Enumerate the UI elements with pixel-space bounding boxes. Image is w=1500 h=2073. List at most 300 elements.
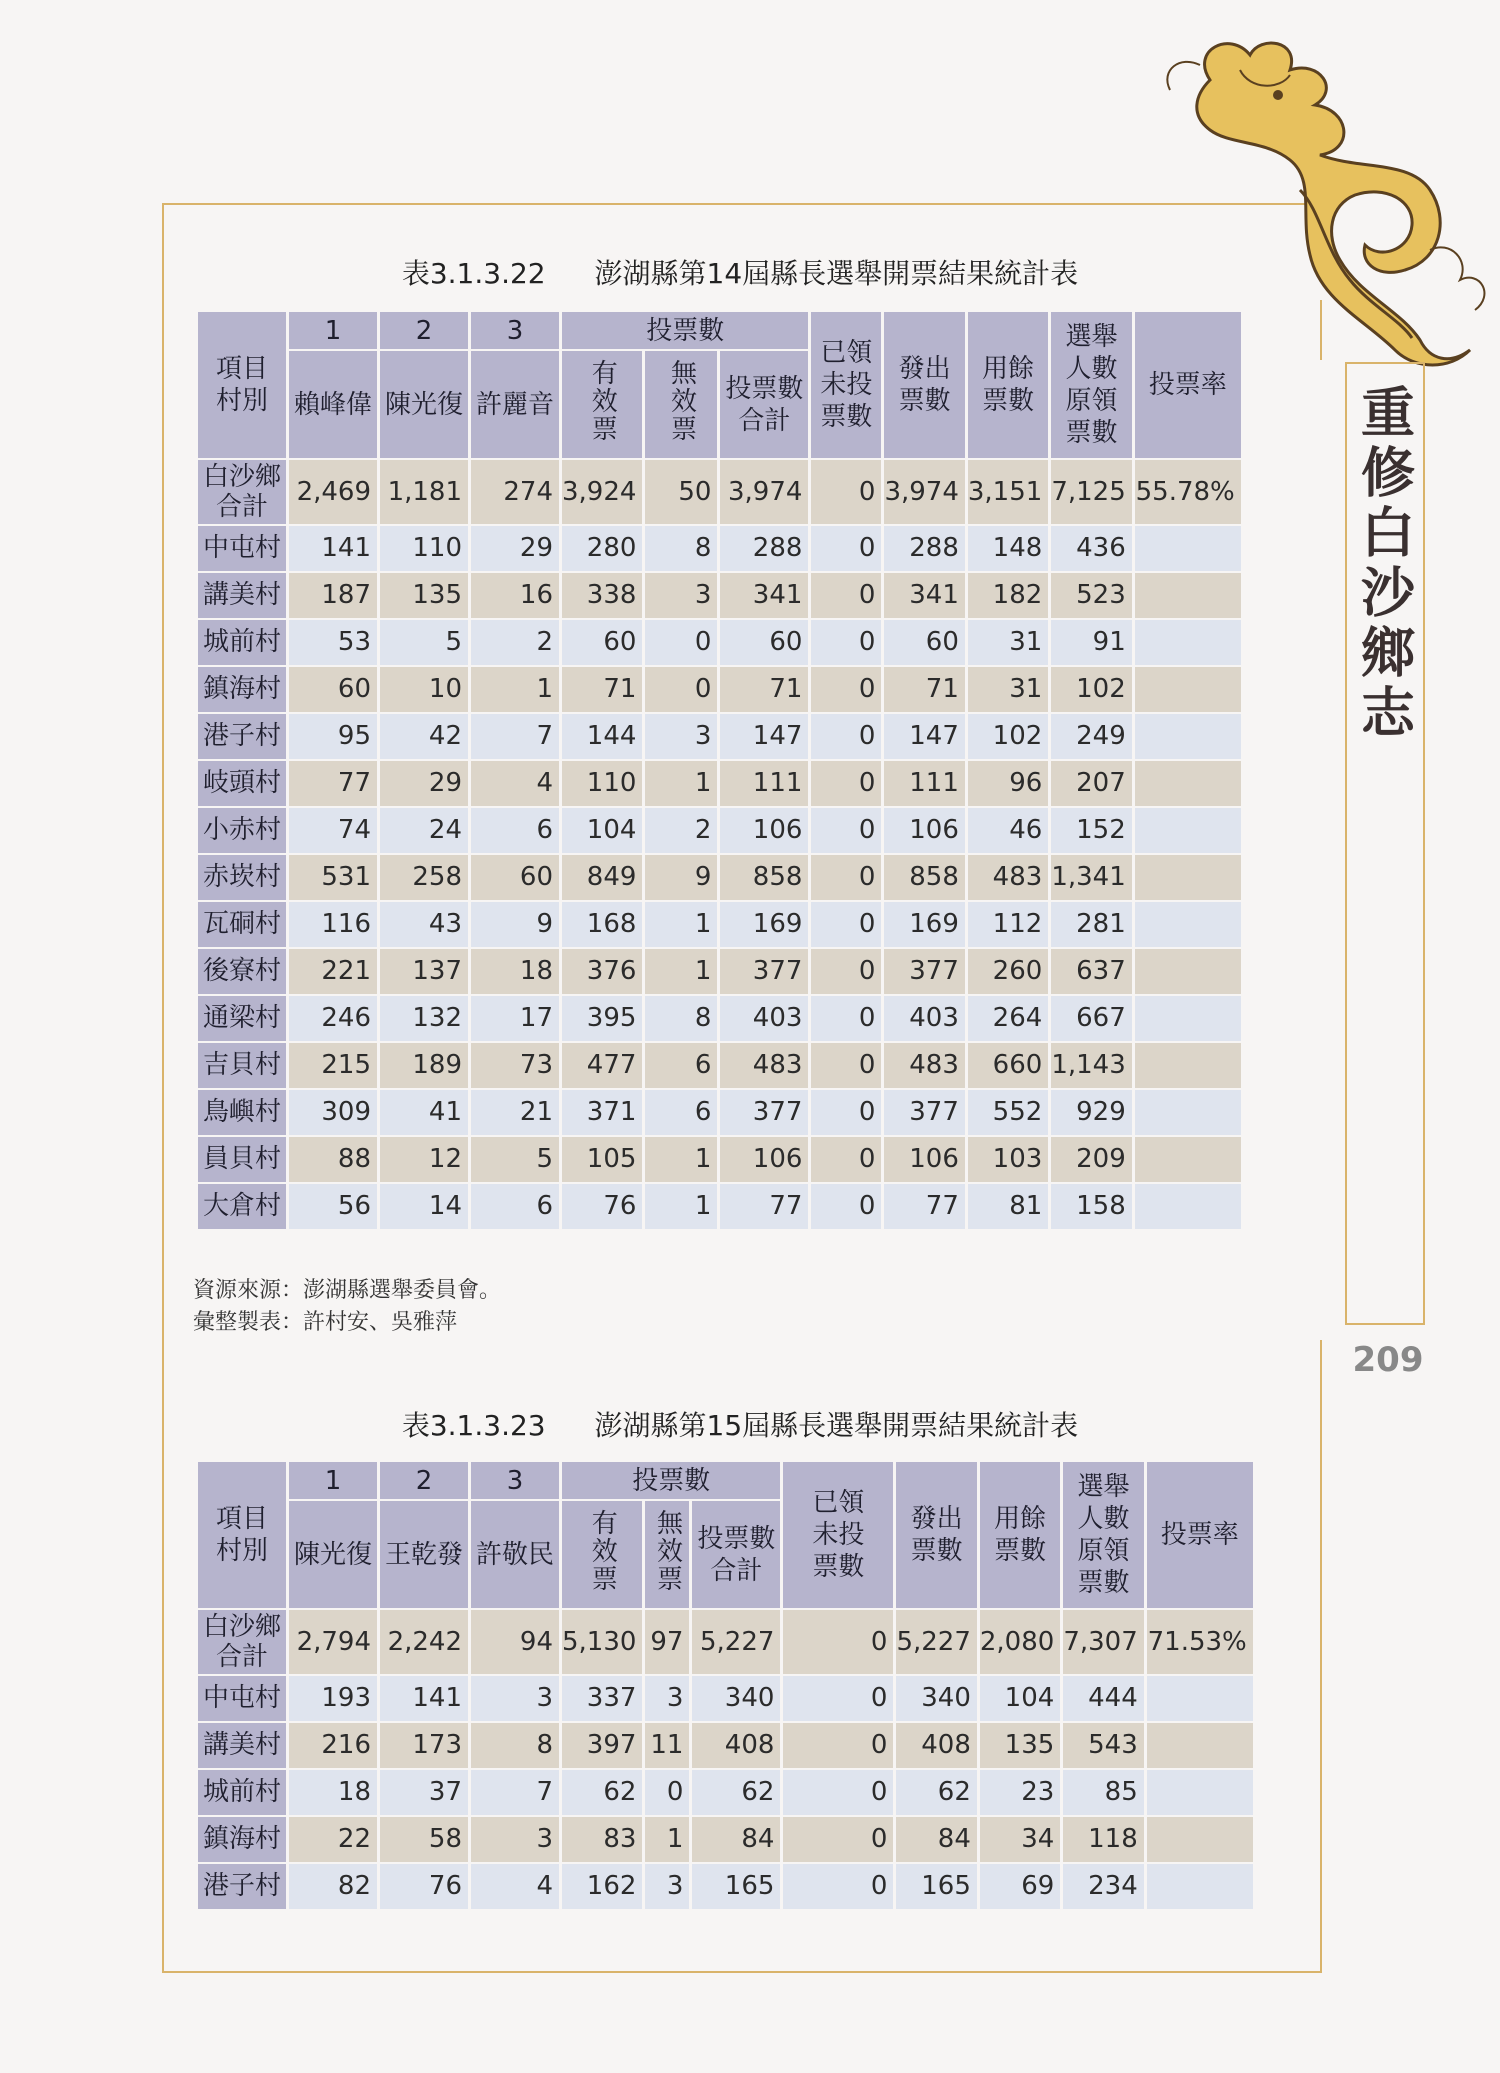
cell-invalid: 50 <box>645 460 717 524</box>
village-name: 瓦硐村 <box>198 902 286 947</box>
cell-c1: 88 <box>289 1137 377 1182</box>
table-row <box>198 949 1241 994</box>
cell-c3: 3 <box>471 1676 559 1721</box>
cell-c2: 29 <box>380 761 468 806</box>
cell-remaining: 81 <box>968 1184 1048 1229</box>
cell-turnout: 55.78% <box>1135 460 1241 524</box>
table1-source-note <box>193 1275 501 1339</box>
cell-valid: 477 <box>562 1043 642 1088</box>
cell-c3: 17 <box>471 996 559 1041</box>
cell-remaining: 31 <box>968 667 1048 712</box>
table-row <box>198 855 1241 900</box>
cell-electorate: 7,125 <box>1051 460 1131 524</box>
candidate-3-number: 3 <box>471 1462 559 1499</box>
cell-unvoted: 0 <box>811 949 881 994</box>
table-row-total <box>198 1610 1253 1674</box>
cell-c2: 43 <box>380 902 468 947</box>
cell-valid: 338 <box>562 573 642 618</box>
cell-unvoted: 0 <box>811 808 881 853</box>
cell-unvoted: 0 <box>811 1043 881 1088</box>
cell-electorate: 85 <box>1063 1770 1143 1815</box>
frame-right-segment <box>1320 1340 1322 1973</box>
cell-c3: 6 <box>471 808 559 853</box>
cell-valid: 76 <box>562 1184 642 1229</box>
table1-title <box>200 252 1280 292</box>
header-vote-group: 投票數 <box>562 1462 780 1499</box>
table-row <box>198 620 1241 665</box>
village-name: 吉貝村 <box>198 1043 286 1088</box>
cell-c1: 187 <box>289 573 377 618</box>
cell-c2: 10 <box>380 667 468 712</box>
cell-total: 84 <box>692 1817 780 1862</box>
cell-turnout <box>1135 573 1241 618</box>
cell-issued: 341 <box>884 573 964 618</box>
cell-invalid: 3 <box>645 714 717 759</box>
candidate-3-name: 許敬民 <box>471 1501 559 1608</box>
cell-issued: 165 <box>896 1864 976 1909</box>
book-title-box <box>1345 362 1425 1325</box>
village-name: 講美村 <box>198 1723 286 1768</box>
cell-electorate: 929 <box>1051 1090 1131 1135</box>
cell-total: 483 <box>720 1043 808 1088</box>
cell-valid: 3,924 <box>562 460 642 524</box>
cell-invalid: 1 <box>645 949 717 994</box>
source-line: 資源來源：澎湖縣選舉委員會。 <box>193 1278 502 1303</box>
cell-electorate: 207 <box>1051 761 1131 806</box>
cell-c3: 6 <box>471 1184 559 1229</box>
cell-c1: 193 <box>289 1676 377 1721</box>
cell-valid: 397 <box>562 1723 642 1768</box>
table-row-total <box>198 460 1241 524</box>
cell-c1: 56 <box>289 1184 377 1229</box>
cell-turnout <box>1135 949 1241 994</box>
header-vote-group: 投票數 <box>562 312 808 349</box>
cell-valid: 849 <box>562 855 642 900</box>
cell-c3: 7 <box>471 714 559 759</box>
cell-c2: 76 <box>380 1864 468 1909</box>
cell-total: 147 <box>720 714 808 759</box>
village-name: 大倉村 <box>198 1184 286 1229</box>
cell-electorate: 667 <box>1051 996 1131 1041</box>
cell-c1: 531 <box>289 855 377 900</box>
candidate-1-name: 陳光復 <box>289 1501 377 1608</box>
table-row <box>198 573 1241 618</box>
cell-c1: 2,794 <box>289 1610 377 1674</box>
cell-c1: 216 <box>289 1723 377 1768</box>
header-label: 項目 村別 <box>198 1462 286 1608</box>
cell-remaining: 46 <box>968 808 1048 853</box>
cell-c2: 41 <box>380 1090 468 1135</box>
candidate-3-number: 3 <box>471 312 559 349</box>
cell-c3: 5 <box>471 1137 559 1182</box>
cell-c1: 309 <box>289 1090 377 1135</box>
cell-electorate: 152 <box>1051 808 1131 853</box>
candidate-2-name: 陳光復 <box>380 351 468 458</box>
cell-unvoted: 0 <box>811 460 881 524</box>
cell-issued: 377 <box>884 949 964 994</box>
table-row <box>198 996 1241 1041</box>
header-issued: 發出 票數 <box>896 1462 976 1608</box>
cell-invalid: 3 <box>645 573 717 618</box>
village-name: 鎮海村 <box>198 1817 286 1862</box>
table-row <box>198 714 1241 759</box>
cell-electorate: 543 <box>1063 1723 1143 1768</box>
candidate-2-number: 2 <box>380 1462 468 1499</box>
cell-unvoted: 0 <box>811 714 881 759</box>
cell-c3: 3 <box>471 1817 559 1862</box>
cell-issued: 3,974 <box>884 460 964 524</box>
cell-c1: 82 <box>289 1864 377 1909</box>
cell-electorate: 102 <box>1051 667 1131 712</box>
cell-c3: 16 <box>471 573 559 618</box>
cell-unvoted: 0 <box>783 1610 893 1674</box>
cell-c2: 132 <box>380 996 468 1041</box>
cell-valid: 83 <box>562 1817 642 1862</box>
cell-issued: 408 <box>896 1723 976 1768</box>
cell-c3: 18 <box>471 949 559 994</box>
village-name: 港子村 <box>198 714 286 759</box>
cell-total: 77 <box>720 1184 808 1229</box>
header-remaining: 用餘 票數 <box>980 1462 1060 1608</box>
header-turnout: 投票率 <box>1135 312 1241 458</box>
cell-c3: 274 <box>471 460 559 524</box>
cell-issued: 84 <box>896 1817 976 1862</box>
table-row <box>198 1090 1241 1135</box>
header-remaining: 用餘 票數 <box>968 312 1048 458</box>
cell-issued: 111 <box>884 761 964 806</box>
cell-c2: 1,181 <box>380 460 468 524</box>
cell-valid: 71 <box>562 667 642 712</box>
cell-turnout: 71.53% <box>1147 1610 1253 1674</box>
cell-unvoted: 0 <box>811 902 881 947</box>
table-row <box>198 526 1241 571</box>
village-name: 鳥嶼村 <box>198 1090 286 1135</box>
cell-unvoted: 0 <box>783 1676 893 1721</box>
cell-c3: 94 <box>471 1610 559 1674</box>
cell-c3: 2 <box>471 620 559 665</box>
cell-c2: 135 <box>380 573 468 618</box>
candidate-1-name: 賴峰偉 <box>289 351 377 458</box>
cell-c2: 5 <box>380 620 468 665</box>
cell-c2: 24 <box>380 808 468 853</box>
cell-valid: 395 <box>562 996 642 1041</box>
table-row <box>198 761 1241 806</box>
cell-c1: 141 <box>289 526 377 571</box>
cell-electorate: 249 <box>1051 714 1131 759</box>
cell-invalid: 8 <box>645 996 717 1041</box>
cell-c1: 53 <box>289 620 377 665</box>
cell-valid: 62 <box>562 1770 642 1815</box>
cell-c2: 141 <box>380 1676 468 1721</box>
cell-issued: 60 <box>884 620 964 665</box>
cell-valid: 104 <box>562 808 642 853</box>
cell-invalid: 0 <box>645 620 717 665</box>
cell-valid: 168 <box>562 902 642 947</box>
table-row <box>198 1676 1253 1721</box>
table1-number: 表3.1.3.22 <box>401 257 546 290</box>
cell-invalid: 6 <box>645 1090 717 1135</box>
cell-unvoted: 0 <box>811 855 881 900</box>
cell-unvoted: 0 <box>811 996 881 1041</box>
cell-electorate: 1,341 <box>1051 855 1131 900</box>
cell-electorate: 444 <box>1063 1676 1143 1721</box>
cell-unvoted: 0 <box>811 573 881 618</box>
cell-c3: 9 <box>471 902 559 947</box>
cell-invalid: 1 <box>645 1817 689 1862</box>
cell-c1: 18 <box>289 1770 377 1815</box>
cell-issued: 169 <box>884 902 964 947</box>
cell-remaining: 2,080 <box>980 1610 1060 1674</box>
village-name: 岐頭村 <box>198 761 286 806</box>
cell-valid: 144 <box>562 714 642 759</box>
cell-issued: 340 <box>896 1676 976 1721</box>
cell-invalid: 1 <box>645 761 717 806</box>
cell-unvoted: 0 <box>783 1723 893 1768</box>
cell-valid: 5,130 <box>562 1610 642 1674</box>
cell-unvoted: 0 <box>811 620 881 665</box>
cell-c2: 137 <box>380 949 468 994</box>
cell-c3: 4 <box>471 761 559 806</box>
cell-c3: 73 <box>471 1043 559 1088</box>
cell-turnout <box>1135 1090 1241 1135</box>
cell-c1: 77 <box>289 761 377 806</box>
table-row <box>198 1817 1253 1862</box>
cell-invalid: 1 <box>645 902 717 947</box>
cell-invalid: 6 <box>645 1043 717 1088</box>
cell-c2: 173 <box>380 1723 468 1768</box>
cell-valid: 60 <box>562 620 642 665</box>
candidate-3-name: 許麗音 <box>471 351 559 458</box>
page-number: 209 <box>1352 1340 1424 1380</box>
table1-caption: 澎湖縣第14屆縣長選舉開票結果統計表 <box>594 257 1079 290</box>
cell-invalid: 1 <box>645 1137 717 1182</box>
cell-remaining: 112 <box>968 902 1048 947</box>
cell-unvoted: 0 <box>811 1137 881 1182</box>
cell-turnout <box>1147 1723 1253 1768</box>
cell-issued: 106 <box>884 1137 964 1182</box>
cell-electorate: 7,307 <box>1063 1610 1143 1674</box>
cell-remaining: 31 <box>968 620 1048 665</box>
cell-total: 165 <box>692 1864 780 1909</box>
cell-unvoted: 0 <box>783 1770 893 1815</box>
village-name: 港子村 <box>198 1864 286 1909</box>
cell-c1: 215 <box>289 1043 377 1088</box>
cell-unvoted: 0 <box>783 1817 893 1862</box>
cell-valid: 280 <box>562 526 642 571</box>
cell-remaining: 148 <box>968 526 1048 571</box>
cell-total: 408 <box>692 1723 780 1768</box>
cell-unvoted: 0 <box>783 1864 893 1909</box>
cell-c2: 12 <box>380 1137 468 1182</box>
header-vote-total: 投票數 合計 <box>720 351 808 458</box>
village-name: 赤崁村 <box>198 855 286 900</box>
cell-c1: 246 <box>289 996 377 1041</box>
cell-issued: 483 <box>884 1043 964 1088</box>
candidate-2-number: 2 <box>380 312 468 349</box>
village-name: 中屯村 <box>198 1676 286 1721</box>
village-name: 中屯村 <box>198 526 286 571</box>
cell-total: 377 <box>720 1090 808 1135</box>
cell-turnout <box>1135 761 1241 806</box>
cell-remaining: 23 <box>980 1770 1060 1815</box>
candidate-2-name: 王乾發 <box>380 1501 468 1608</box>
cell-remaining: 260 <box>968 949 1048 994</box>
table1-election-results <box>195 310 1244 1231</box>
cell-c2: 14 <box>380 1184 468 1229</box>
compiled-line: 彙整製表：許村安、吳雅萍 <box>193 1310 458 1335</box>
cell-c2: 37 <box>380 1770 468 1815</box>
cell-turnout <box>1147 1676 1253 1721</box>
table-row <box>198 1137 1241 1182</box>
cell-c3: 1 <box>471 667 559 712</box>
cell-c1: 60 <box>289 667 377 712</box>
cell-valid: 162 <box>562 1864 642 1909</box>
cell-turnout <box>1135 1137 1241 1182</box>
cell-total: 111 <box>720 761 808 806</box>
cell-c1: 2,469 <box>289 460 377 524</box>
cell-invalid: 9 <box>645 855 717 900</box>
cell-turnout <box>1135 667 1241 712</box>
cell-c2: 110 <box>380 526 468 571</box>
table-row <box>198 1723 1253 1768</box>
frame-right-segment-top <box>1320 300 1322 360</box>
village-name: 城前村 <box>198 620 286 665</box>
village-name: 後寮村 <box>198 949 286 994</box>
table-row <box>198 808 1241 853</box>
candidate-1-number: 1 <box>289 1462 377 1499</box>
cell-remaining: 264 <box>968 996 1048 1041</box>
table-row <box>198 667 1241 712</box>
cell-c1: 74 <box>289 808 377 853</box>
cell-invalid: 0 <box>645 1770 689 1815</box>
cell-invalid: 11 <box>645 1723 689 1768</box>
cell-unvoted: 0 <box>811 526 881 571</box>
cell-remaining: 34 <box>980 1817 1060 1862</box>
cell-c3: 29 <box>471 526 559 571</box>
cell-turnout <box>1135 1043 1241 1088</box>
cell-total: 71 <box>720 667 808 712</box>
header-vote-total: 投票數 合計 <box>692 1501 780 1608</box>
village-name: 員貝村 <box>198 1137 286 1182</box>
cell-c2: 2,242 <box>380 1610 468 1674</box>
cell-invalid: 97 <box>645 1610 689 1674</box>
cell-remaining: 102 <box>968 714 1048 759</box>
village-name: 白沙鄉 合計 <box>198 1610 286 1674</box>
cell-turnout <box>1135 620 1241 665</box>
header-valid: 有效票 <box>562 351 642 458</box>
cell-issued: 147 <box>884 714 964 759</box>
cell-c3: 7 <box>471 1770 559 1815</box>
cell-c2: 189 <box>380 1043 468 1088</box>
cell-remaining: 660 <box>968 1043 1048 1088</box>
header-label: 項目 村別 <box>198 312 286 458</box>
cell-issued: 403 <box>884 996 964 1041</box>
cell-electorate: 637 <box>1051 949 1131 994</box>
cell-valid: 337 <box>562 1676 642 1721</box>
cell-remaining: 104 <box>980 1676 1060 1721</box>
table-row <box>198 1864 1253 1909</box>
cell-turnout <box>1135 808 1241 853</box>
cell-turnout <box>1135 1184 1241 1229</box>
cell-electorate: 436 <box>1051 526 1131 571</box>
cell-invalid: 3 <box>645 1676 689 1721</box>
village-name: 城前村 <box>198 1770 286 1815</box>
village-name: 白沙鄉 合計 <box>198 460 286 524</box>
cell-unvoted: 0 <box>811 761 881 806</box>
header-electorate: 選舉 人數 原領 票數 <box>1051 312 1131 458</box>
cell-electorate: 234 <box>1063 1864 1143 1909</box>
cell-remaining: 3,151 <box>968 460 1048 524</box>
cell-remaining: 483 <box>968 855 1048 900</box>
cell-invalid: 8 <box>645 526 717 571</box>
cell-total: 62 <box>692 1770 780 1815</box>
cell-remaining: 552 <box>968 1090 1048 1135</box>
cell-total: 60 <box>720 620 808 665</box>
cell-total: 106 <box>720 1137 808 1182</box>
table2-number: 表3.1.3.23 <box>401 1409 546 1442</box>
cell-unvoted: 0 <box>811 1184 881 1229</box>
cell-turnout <box>1135 526 1241 571</box>
table-row <box>198 1770 1253 1815</box>
candidate-1-number: 1 <box>289 312 377 349</box>
cell-valid: 105 <box>562 1137 642 1182</box>
cell-total: 403 <box>720 996 808 1041</box>
cell-issued: 71 <box>884 667 964 712</box>
header-unvoted: 已領 未投 票數 <box>783 1462 893 1608</box>
cell-total: 858 <box>720 855 808 900</box>
cell-issued: 77 <box>884 1184 964 1229</box>
village-name: 鎮海村 <box>198 667 286 712</box>
cell-issued: 858 <box>884 855 964 900</box>
header-electorate: 選舉 人數 原領 票數 <box>1063 1462 1143 1608</box>
cell-c1: 221 <box>289 949 377 994</box>
cell-unvoted: 0 <box>811 1090 881 1135</box>
cell-electorate: 118 <box>1063 1817 1143 1862</box>
cell-c2: 58 <box>380 1817 468 1862</box>
table2-election-results <box>195 1460 1256 1911</box>
cell-c2: 258 <box>380 855 468 900</box>
header-unvoted: 已領 未投 票數 <box>811 312 881 458</box>
header-turnout: 投票率 <box>1147 1462 1253 1608</box>
cell-valid: 110 <box>562 761 642 806</box>
cell-issued: 377 <box>884 1090 964 1135</box>
cell-invalid: 3 <box>645 1864 689 1909</box>
cell-total: 3,974 <box>720 460 808 524</box>
book-title: 重修白沙鄉志 <box>1352 384 1417 744</box>
cell-total: 377 <box>720 949 808 994</box>
cell-issued: 62 <box>896 1770 976 1815</box>
cell-c1: 22 <box>289 1817 377 1862</box>
cell-turnout <box>1135 855 1241 900</box>
table-row <box>198 1043 1241 1088</box>
cell-issued: 5,227 <box>896 1610 976 1674</box>
header-issued: 發出 票數 <box>884 312 964 458</box>
cell-remaining: 182 <box>968 573 1048 618</box>
cell-c3: 60 <box>471 855 559 900</box>
header-invalid: 無效票 <box>645 1501 689 1608</box>
cell-c1: 95 <box>289 714 377 759</box>
cell-invalid: 2 <box>645 808 717 853</box>
cell-c2: 42 <box>380 714 468 759</box>
cell-turnout <box>1147 1817 1253 1862</box>
table2-title <box>200 1404 1280 1444</box>
cell-total: 288 <box>720 526 808 571</box>
header-invalid: 無效票 <box>645 351 717 458</box>
header-valid: 有效票 <box>562 1501 642 1608</box>
cell-turnout <box>1147 1864 1253 1909</box>
village-name: 小赤村 <box>198 808 286 853</box>
cell-total: 5,227 <box>692 1610 780 1674</box>
